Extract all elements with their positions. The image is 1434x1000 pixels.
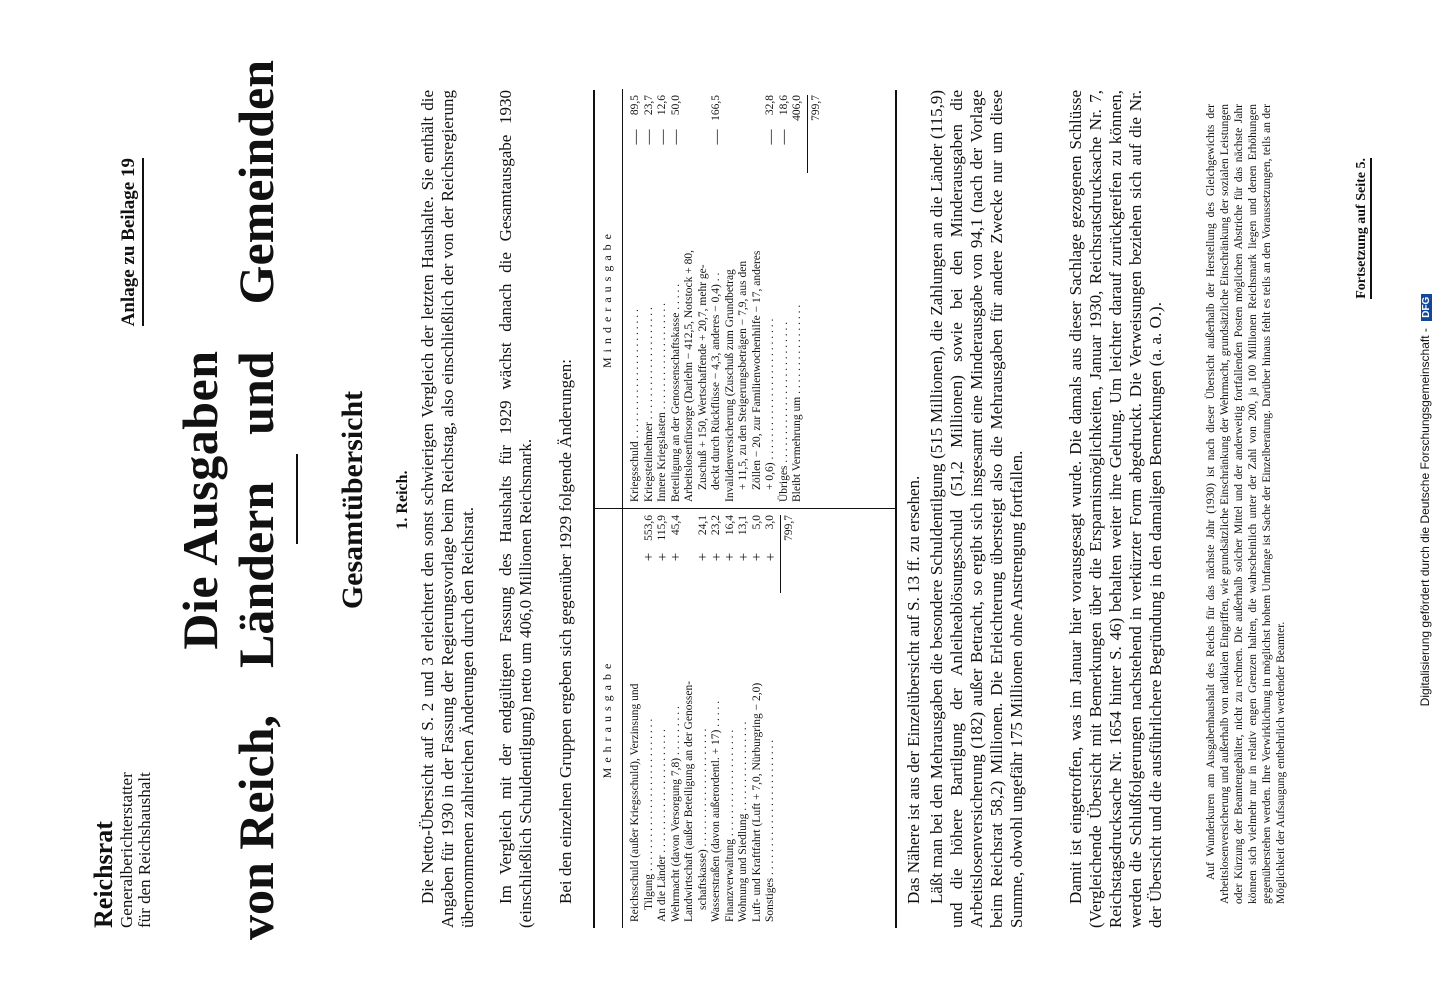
- table-row: [656, 95, 670, 502]
- paragraph: Die Netto-Übersicht auf S. 2 und 3 erleichtert den sonst schwierigen Vergleich der letzten Haushalte. Sie enthält die Angaben für 1930 in der Fassung der Regierungsvorlage beim Reichstag, also einschließlich der von der Reichsregierung übernommenen zahlreichen Änderungen durch den Reichsrat.: [418, 90, 477, 928]
- row-value: 406,0: [791, 95, 803, 121]
- table-row: [778, 95, 792, 502]
- table-row: [710, 95, 724, 502]
- row-value: 16,4: [723, 515, 736, 536]
- row-value: 23,7: [642, 95, 655, 116]
- row-label: Wasserstraßen (davon außerordentl. + 17) . . . . .: [710, 700, 722, 922]
- row-label: + 0,6) . . . . . . . . . . . . . . . . . . . . . . . . .: [764, 318, 776, 490]
- table-row: [737, 515, 751, 922]
- row-label: Übriges . . . . . . . . . . . . . . . . . . . . . . . . .: [777, 321, 790, 502]
- paragraph: Das Nähere ist aus der Einzelübersicht auf S. 13 ff. zu ersehen.: [904, 475, 923, 904]
- title-word: Ländern: [228, 481, 284, 669]
- header-left: [90, 772, 154, 928]
- column-total: 799,7: [782, 515, 795, 541]
- row-label: Zöllen − 20, zur Familienwochenhilfe − 17, anderes: [750, 250, 763, 490]
- row-label: + 11,5, zu den Steigerungsbeträgen − 7,9, aus den: [737, 260, 749, 490]
- row-value: 553,6: [642, 515, 655, 541]
- table-row: [791, 95, 805, 502]
- table-row: [683, 515, 697, 922]
- row-label: Tilgung . . . . . . . . . . . . . . . . . . . . . . . . . . .: [642, 718, 655, 910]
- row-sign: +: [641, 552, 657, 562]
- row-sign: —: [627, 129, 644, 145]
- increase-column: [595, 508, 895, 928]
- row-value: 12,6: [656, 95, 668, 116]
- column-total: 799,7: [809, 95, 822, 121]
- row-label: Sonstiges . . . . . . . . . . . . . . . . . . . . . . . .: [764, 739, 776, 922]
- row-label: Landwirtschaft (außer Beteiligung an der Genossen-: [683, 680, 695, 922]
- row-sign: +: [668, 552, 684, 562]
- row-sign: —: [668, 129, 684, 145]
- table-row: [751, 515, 765, 922]
- title-word: und: [228, 351, 284, 435]
- paragraph: Im Vergleich mit der endgültigen Fassung des Haushalts für 1929 wächst danach die Gesamtausgabe 1930 (einschließlich Schuldentilgung) netto um 406,0 Millionen Reichsmark.: [496, 90, 535, 928]
- row-sign: —: [708, 129, 725, 145]
- table-row: [683, 95, 697, 502]
- paragraph: Damit ist eingetroffen, was im Januar hier vorausgesagt wurde. Die damals aus dieser Sachlage gezogenen Schlüsse (Vergleichende Übersicht mit Bemerkungen über die Ersparnismöglichkeiten, Januar 1930, Reichsratsdrucksache Nr. 7, Reichstagsdrucksache Nr. 1654 hinter S. 46) behalten weiter ihre Geltung. Um leichter darauf zurückgreifen zu können, werden die Schlußfolgerungen nachstehend in verkürzter Form abgedruckt. Die Verweisungen beziehen sich auf die Nr. der Übersicht und die ausführlichere Begründung in den damaligen Bemerkungen (a. a. O.).: [1066, 90, 1165, 928]
- row-label: schaftskasse) . . . . . . . . . . . . . . . . . . . . .: [696, 728, 709, 910]
- table-row: [670, 515, 684, 922]
- row-sign: +: [708, 552, 725, 562]
- org-sub1: Generalberichterstatter: [117, 772, 136, 928]
- row-value: 24,1: [696, 515, 709, 536]
- paragraph: Läßt man bei den Mehrausgaben die besondere Schuldentilgung (515 Millionen), die Zahlungen an die Länder (115,9) und die höhere Bartilgung der Anleiheablösungsschuld (51,2 Millionen) sowie bei den Minderausgaben die Arbeitslosenversicherung (182) außer Betracht, so ergibt sich insgesamt eine Minderausgabe von 94,1 (nach der Vorlage beim Reichsrat 58,2) Millionen. Die Erleichterung übersteigt also die Mehrausgaben für andere Zwecke nur um diese Summe, obwohl ungefähr 175 Millionen ohne Anstrengung fortfallen.: [927, 90, 1026, 928]
- table-row: [697, 515, 711, 922]
- table-row: [643, 95, 657, 502]
- row-label: Kriegsschuld . . . . . . . . . . . . . . . . . . . . . . .: [629, 309, 641, 502]
- row-value: 166,5: [710, 95, 722, 121]
- org-sub2: für den Reichshaushalt: [135, 772, 154, 928]
- row-label: Invalidenversicherung (Zuschuß zum Grundbetrag: [723, 269, 736, 502]
- row-value: 50,0: [669, 95, 682, 116]
- dfg-logo: DFG: [1421, 294, 1432, 321]
- row-value: 3,0: [764, 515, 776, 530]
- row-label: Arbeitslosenfürsorge (Darlehn − 412,5, Notstock + 80,: [683, 250, 695, 502]
- digitization-text: Digitalisierung gefördert durch die Deutsche Forschungsgemeinschaft -: [1418, 328, 1432, 707]
- row-label: Kriegsteilnehmer . . . . . . . . . . . . . . . . . . . .: [642, 307, 655, 502]
- row-value: 18,6: [777, 95, 790, 116]
- row-sign: +: [749, 552, 765, 562]
- table-row: [697, 95, 711, 502]
- changes-table: [593, 90, 897, 928]
- title-line1: Die Ausgaben: [172, 350, 228, 650]
- org-name: Reichsrat: [89, 821, 118, 928]
- subtitle: Gesamtübersicht: [336, 390, 369, 610]
- title-word: Gemeinden: [228, 60, 284, 305]
- column-header: Mehrausgabe: [600, 509, 623, 928]
- table-row: [670, 95, 684, 502]
- table-row: [751, 95, 765, 502]
- table-row: [629, 95, 643, 502]
- annex-label: Anlage zu Beilage 19: [118, 158, 144, 326]
- row-label: Zuschuß + 150, Wertschaffende + 20,7, mehr ge-: [696, 264, 709, 490]
- table-row: [764, 515, 778, 922]
- row-sign: —: [776, 129, 792, 145]
- digitization-note: [1418, 0, 1432, 1000]
- table-row: [656, 515, 670, 922]
- row-sign: +: [735, 552, 752, 562]
- row-value: 13,1: [737, 515, 749, 536]
- row-label: deckt durch Rückflüsse − 4,3, anderes − 0,4) . .: [710, 272, 722, 490]
- row-label: Beteiligung an der Genossenschaftskasse . . . . .: [669, 283, 682, 502]
- row-sign: +: [695, 552, 711, 562]
- row-value: 115,9: [656, 515, 668, 541]
- decrease-column: [595, 89, 895, 508]
- row-sign: —: [654, 129, 671, 145]
- title-line2: [228, 60, 284, 940]
- row-label: Wohnung und Siedlung . . . . . . . . . . . . . . . .: [737, 721, 749, 922]
- row-value: 89,5: [629, 95, 641, 116]
- decrease-rows: [629, 95, 823, 502]
- row-sign: —: [762, 129, 779, 145]
- paragraph: Bei den einzelnen Gruppen ergeben sich gegenüber 1929 folgende Änderungen:: [556, 359, 575, 904]
- title-divider: [296, 454, 298, 544]
- row-label: Innere Kriegslasten . . . . . . . . . . . . . . . . . . .: [656, 303, 668, 502]
- row-label: Bleibt Vermehrung um . . . . . . . . . . . . . . . .: [791, 304, 803, 502]
- row-sign: +: [722, 552, 738, 562]
- column-header: Minderausgabe: [600, 89, 623, 508]
- table-row: [643, 515, 657, 922]
- row-sign: +: [762, 552, 779, 562]
- table-row: [724, 515, 738, 922]
- table-row: [710, 515, 724, 922]
- row-sign: —: [641, 129, 657, 145]
- table-row: [737, 95, 751, 502]
- increase-rows: [629, 515, 796, 922]
- row-label: Reichsschuld (außer Kriegsschuld), Verzinsung und: [629, 683, 641, 922]
- row-value: 32,8: [764, 95, 776, 116]
- row-value: 23,2: [710, 515, 722, 536]
- table-row: [724, 95, 738, 502]
- row-sign: +: [654, 552, 671, 562]
- table-row: [629, 515, 643, 922]
- section-heading: 1. Reich.: [394, 470, 411, 530]
- row-value: 45,4: [669, 515, 682, 536]
- row-label: Luft- und Kraftfahrt (Luft + 7,0, Nürburgring − 2,0): [750, 682, 763, 922]
- row-label: An die Länder . . . . . . . . . . . . . . . . . . . . . .: [656, 729, 668, 922]
- table-row: [764, 95, 778, 502]
- footnote-paragraph: Auf Wunderkuren am Ausgabenhaushalt des Reichs für das nächste Jahr (1930) ist nach dieser Übersicht außerhalb der Herstellung des Gleichgewichts der Arbeitslosenversicherung und außerhalb von radikalen Eingriffen, wie grundsätzliche Einschränkung der Wehrmacht, grundsätzliche Einschränkung der sozialen Leistungen oder Kürzung der Beamtengehälter, nicht zu rechnen. Die außerhalb solcher Mittel und der anderweitig fortfallenden Posten möglichen Abstriche für das nächste Jahr können sich vielmehr nur in relativ engen Grenzen halten, die wahrscheinlich unter der Zahl von 200, ja 100 Millionen Reichsmark liegen und denen Erhöhungen gegenüberstehen werden. Ihre Verwirklichung in möglichst hohem Umfange ist Sache der Einzelberatung. Darüber hinaus fehlt es teils an den Voraussetzungen, teils an der Möglichkeit der Aufsaugung entbehrlich werdender Beamter.: [1205, 104, 1287, 904]
- continuation-note: Fortsetzung auf Seite 5.: [1354, 158, 1372, 299]
- row-label: Wehrmacht (davon Versorgung 7,8) . . . . . . . . .: [669, 706, 682, 922]
- title-word: von Reich,: [228, 715, 284, 940]
- row-value: 5,0: [750, 515, 763, 530]
- row-label: Finanzverwaltung . . . . . . . . . . . . . . . . . . .: [723, 729, 736, 922]
